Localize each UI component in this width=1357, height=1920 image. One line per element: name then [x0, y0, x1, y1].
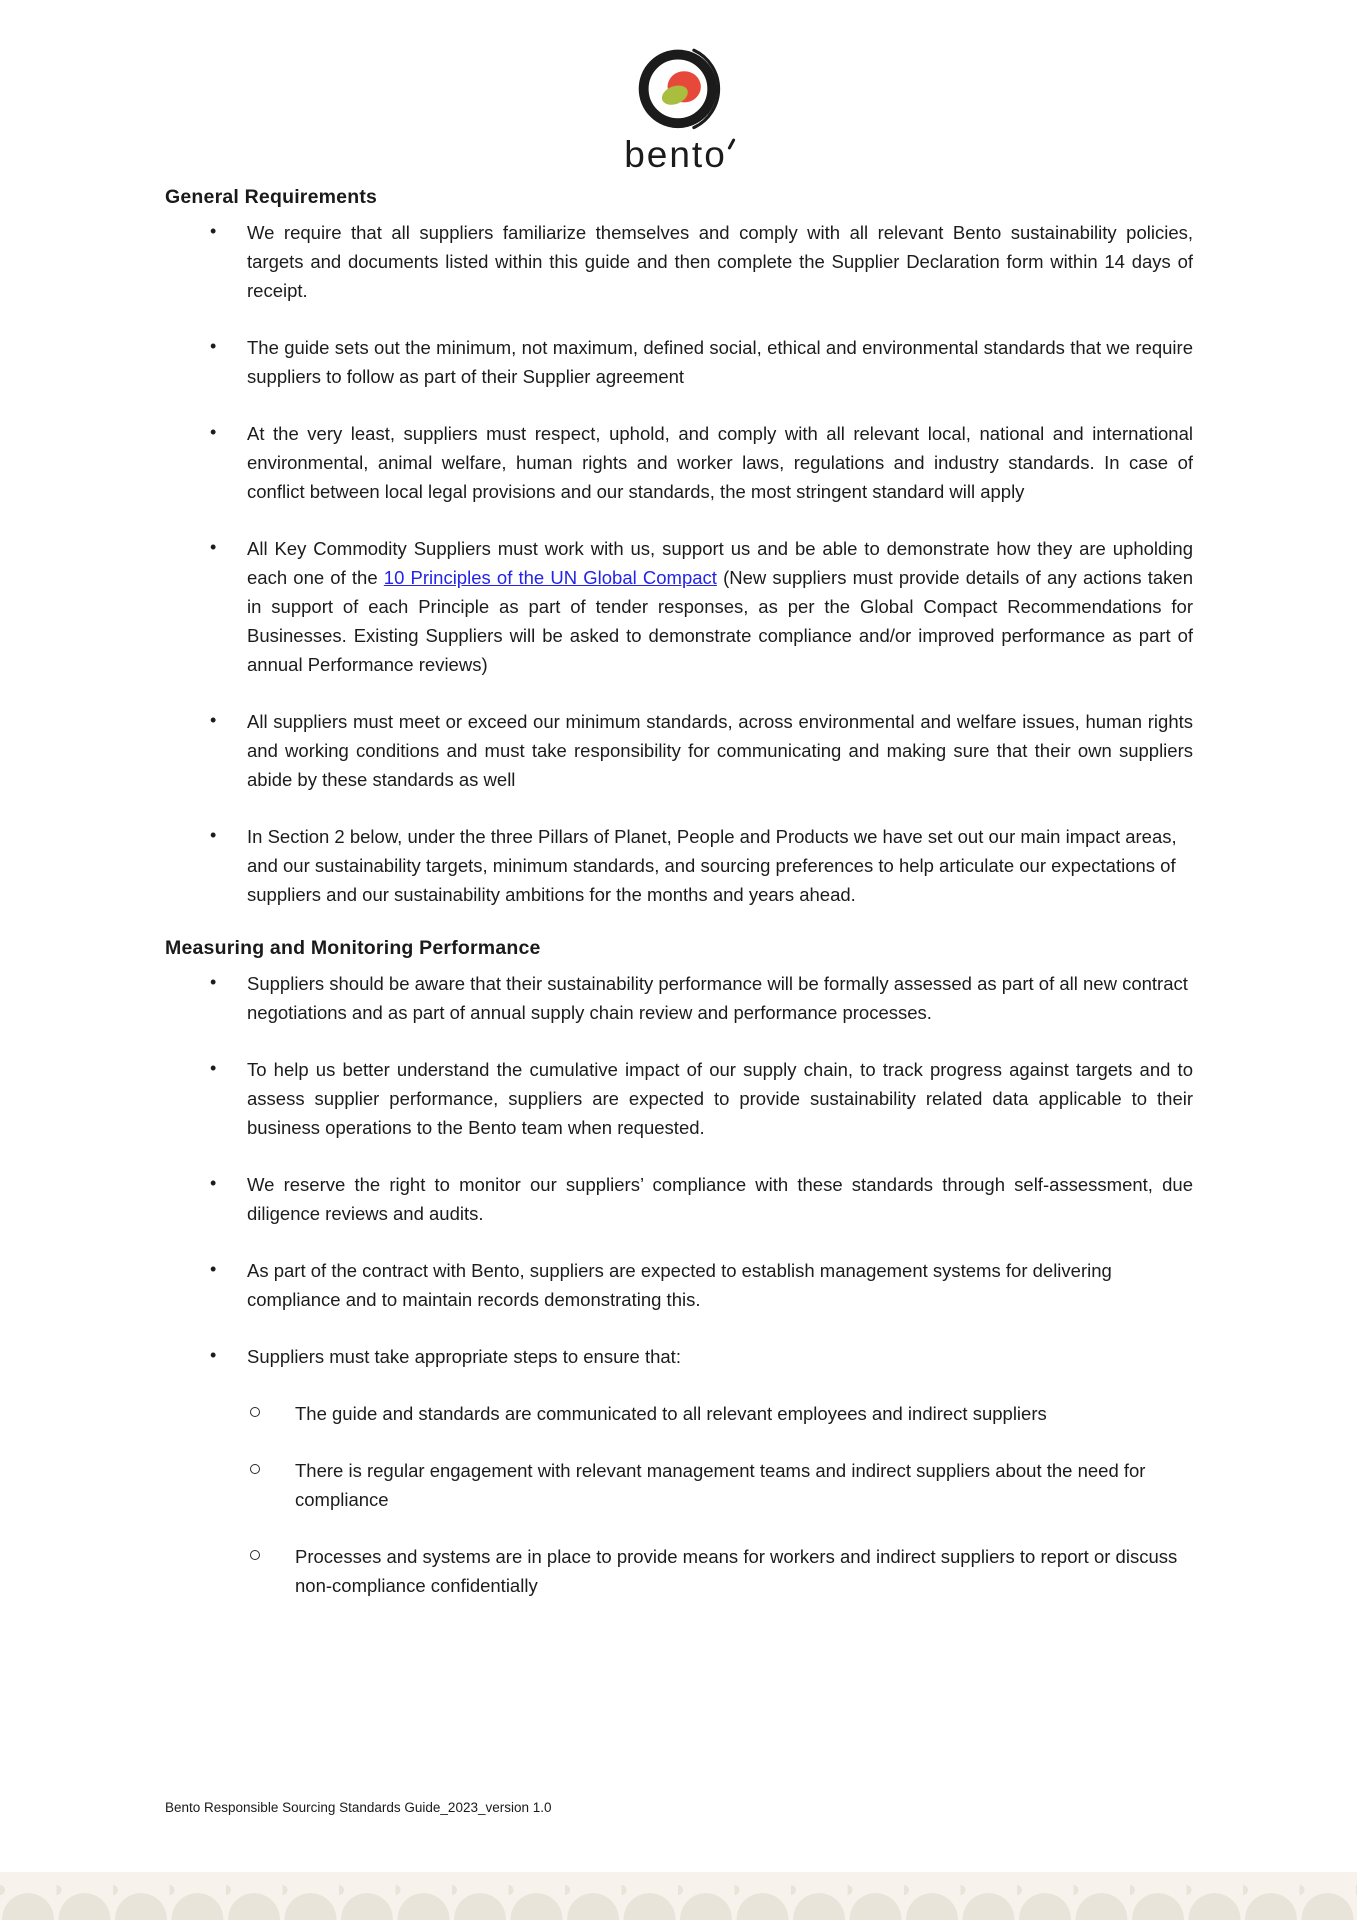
bullet-text-segment: At the very least, suppliers must respect, uphold, and comply with all relevant local, national and international environmental, animal welfare, human rights and worker laws, regulations and industry standards. In case of conflict between local legal provisions and our standards, the most stringent standard will apply	[247, 423, 1193, 502]
bullet-list	[165, 969, 1193, 1600]
sub-bullet-marker	[250, 1464, 260, 1474]
bullet-marker: •	[210, 221, 217, 241]
bullet-text-segment: All Key Commodity Suppliers must work with us, support us and be able to demonstrate how they are upholding each one of the	[247, 538, 1193, 588]
sub-bullet-marker	[250, 1550, 260, 1560]
bullet-marker: •	[210, 1345, 217, 1365]
sub-list-item	[247, 1456, 1193, 1514]
bullet-marker: •	[210, 972, 217, 992]
sub-bullet-marker	[250, 1407, 260, 1417]
list-item	[165, 419, 1193, 506]
sub-bullet-text: Processes and systems are in place to provide means for workers and indirect suppliers to report or discuss non-compliance confidentially	[295, 1546, 1178, 1596]
sub-bullet-text: There is regular engagement with relevant management teams and indirect suppliers about the need for compliance	[295, 1460, 1146, 1510]
bullet-marker: •	[210, 1259, 217, 1279]
sub-bullet-list	[247, 1399, 1193, 1600]
bento-logo-icon	[627, 40, 731, 144]
section-heading: General Requirements	[165, 186, 378, 208]
bullet-text	[247, 969, 1193, 1027]
section	[165, 186, 1193, 909]
bullet-marker: •	[210, 422, 217, 442]
list-item	[165, 534, 1193, 679]
bullet-marker: •	[210, 1173, 217, 1193]
bullet-marker: •	[210, 825, 217, 845]
list-item	[165, 1170, 1193, 1228]
list-item	[165, 707, 1193, 794]
bullet-text	[247, 822, 1193, 909]
bullet-text-segment: The guide sets out the minimum, not maximum, defined social, ethical and environmental standards that we require suppliers to follow as part of their Supplier agreement	[247, 337, 1193, 387]
bullet-text-segment: Suppliers should be aware that their sustainability performance will be formally assessed as part of all new contract negotiations and as part of annual supply chain review and performance processes.	[247, 973, 1188, 1023]
bullet-text-segment: As part of the contract with Bento, suppliers are expected to establish management systems for delivering compliance and to maintain records demonstrating this.	[247, 1260, 1112, 1310]
list-item	[165, 969, 1193, 1027]
brand-wordmark	[624, 136, 733, 173]
bullet-list	[165, 218, 1193, 909]
bullet-text-segment: (New suppliers must provide details of any actions taken in support of each Principle as part of tender responses, as per the Global Compact Recommendations for Businesses. Existing Suppliers will be asked to demonstrate compliance and/or improved performance as part of annual Performance reviews)	[247, 567, 1193, 675]
bullet-text	[247, 1055, 1193, 1142]
bullet-text-segment: We reserve the right to monitor our suppliers’ compliance with these standards through self-assessment, due diligence reviews and audits.	[247, 1174, 1193, 1224]
bullet-marker: •	[210, 1058, 217, 1078]
bullet-text	[247, 534, 1193, 679]
bullet-text-segment: To help us better understand the cumulative impact of our supply chain, to track progress against targets and to assess supplier performance, suppliers are expected to provide sustainability related data applicable to their business operations to the Bento team when requested.	[247, 1059, 1193, 1138]
list-item	[165, 1342, 1193, 1600]
bullet-text	[247, 1170, 1193, 1228]
bullet-text	[247, 707, 1193, 794]
bullet-text	[247, 1256, 1193, 1314]
decorative-scallop-border	[0, 1872, 1357, 1920]
bullet-text	[247, 218, 1193, 305]
brand-name: bento	[624, 134, 727, 175]
bullet-marker: •	[210, 710, 217, 730]
bento-logo	[0, 40, 1357, 173]
list-item	[165, 1055, 1193, 1142]
bullet-text	[247, 333, 1193, 391]
list-item	[165, 1256, 1193, 1314]
footer-text: Bento Responsible Sourcing Standards Guide_2023_version 1.0	[165, 1800, 552, 1815]
sub-list-item	[247, 1542, 1193, 1600]
sub-list-item	[247, 1399, 1193, 1428]
sub-bullet-text: The guide and standards are communicated to all relevant employees and indirect suppliers	[295, 1403, 1047, 1424]
bullet-marker: •	[210, 336, 217, 356]
bullet-text-segment: We require that all suppliers familiarize themselves and comply with all relevant Bento sustainability policies, targets and documents listed within this guide and then complete the Supplier Declaration form within 14 days of receipt.	[247, 222, 1193, 301]
list-item	[165, 822, 1193, 909]
bullet-text-segment: All suppliers must meet or exceed our minimum standards, across environmental and welfare issues, human rights and working conditions and must take responsibility for communicating and making sure that their own suppliers abide by these standards as well	[247, 711, 1193, 790]
bullet-text	[247, 1342, 1193, 1371]
bullet-marker: •	[210, 537, 217, 557]
bullet-text-segment: Suppliers must take appropriate steps to ensure that:	[247, 1346, 681, 1367]
brand-tick-mark	[727, 138, 735, 150]
section	[165, 937, 1193, 1600]
un-global-compact-link[interactable]: 10 Principles of the UN Global Compact	[383, 567, 717, 588]
bullet-text-segment: In Section 2 below, under the three Pillars of Planet, People and Products we have set out our main impact areas, and our sustainability targets, minimum standards, and sourcing preferences to help articulate our expectations of suppliers and our sustainability ambitions for the months and years ahead.	[247, 826, 1177, 905]
bullet-text	[247, 419, 1193, 506]
list-item	[165, 333, 1193, 391]
section-heading: Measuring and Monitoring Performance	[165, 937, 541, 959]
document-body	[165, 186, 1193, 1628]
list-item	[165, 218, 1193, 305]
